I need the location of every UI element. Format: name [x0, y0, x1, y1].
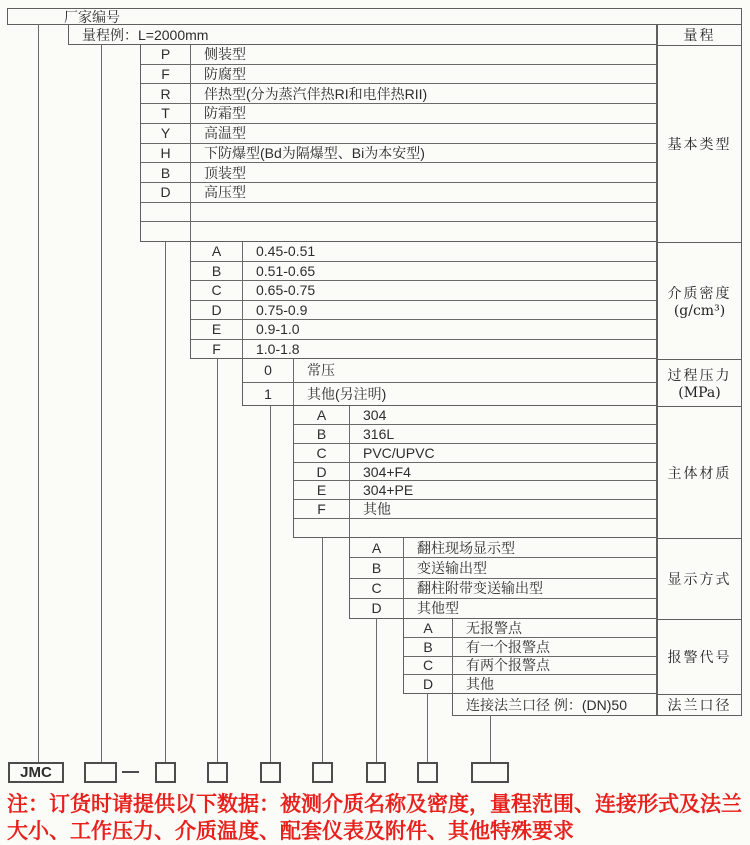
option-code: R	[141, 84, 191, 103]
side-label-range	[658, 25, 741, 45]
option-desc: 高压型	[204, 184, 246, 201]
option-row	[191, 280, 656, 300]
option-row	[243, 382, 656, 406]
option-desc: 0.65-0.75	[256, 282, 316, 299]
option-code: F	[141, 65, 191, 84]
option-code: A	[350, 538, 404, 557]
pressure-table	[242, 358, 657, 406]
option-row	[141, 64, 656, 84]
option-code: D	[141, 183, 191, 202]
range-example-label: 量程例：L=2000mm	[82, 26, 209, 43]
option-row	[294, 406, 656, 424]
option-row	[350, 578, 656, 598]
basic-type-table	[140, 44, 657, 242]
option-desc: 有一个报警点	[466, 638, 550, 655]
option-code: C	[191, 281, 243, 300]
connector-line-density	[217, 358, 218, 762]
option-code: B	[141, 163, 191, 182]
side-label-flange-text: 法兰口径	[667, 698, 732, 714]
option-desc	[191, 222, 656, 241]
option-row	[141, 202, 656, 222]
option-code: B	[191, 262, 243, 281]
option-row	[191, 300, 656, 320]
option-desc: 下防爆型(Bd为隔爆型、Bi为本安型)	[204, 144, 425, 161]
connector-line-material	[322, 537, 323, 762]
side-label-material-text: 主体材质	[667, 465, 732, 482]
dash-separator	[122, 771, 139, 773]
option-desc: 其他型	[417, 600, 459, 617]
code-box-flange	[471, 762, 509, 783]
option-code: B	[350, 558, 404, 577]
code-box-alarm	[417, 762, 438, 783]
option-row	[191, 242, 656, 261]
connector-line-display	[376, 618, 377, 762]
option-code: E	[294, 481, 350, 499]
connector-line-range	[101, 44, 102, 762]
option-code: A	[294, 406, 350, 424]
option-code: D	[404, 675, 453, 693]
side-label-range-text: 量程	[683, 28, 716, 44]
option-desc: 防霜型	[204, 105, 246, 122]
option-code: 1	[243, 383, 294, 406]
option-desc: PVC/UPVC	[363, 444, 435, 461]
option-code: B	[294, 425, 350, 443]
option-row	[294, 480, 656, 499]
option-code: H	[141, 144, 191, 163]
option-row	[294, 499, 656, 518]
side-label-alarm	[658, 619, 741, 694]
option-code: D	[294, 463, 350, 481]
option-row	[350, 598, 656, 618]
option-code: A	[191, 242, 243, 261]
option-row	[141, 182, 656, 202]
side-label-pressure-line1: 过程压力	[667, 368, 732, 384]
side-label-basic-type	[658, 45, 741, 242]
option-desc: 1.0-1.8	[256, 340, 300, 357]
side-label-density-line1: 介质密度	[667, 286, 732, 302]
option-code	[141, 222, 191, 241]
option-code: B	[404, 638, 453, 656]
option-code: E	[191, 320, 243, 339]
option-code: P	[141, 45, 191, 64]
connector-line-alarm	[427, 693, 428, 762]
option-code	[294, 519, 350, 537]
category-label-column	[657, 24, 742, 716]
code-box-pressure	[260, 762, 281, 783]
code-box-basic	[155, 762, 176, 783]
connector-line-factory	[38, 24, 39, 762]
connector-line-pressure	[270, 405, 271, 762]
option-row	[141, 45, 656, 64]
alarm-code-table	[403, 618, 657, 694]
side-label-pressure-line2: (MPa)	[678, 385, 721, 401]
option-desc: 其他	[466, 676, 494, 693]
option-row	[191, 339, 656, 359]
code-box-material	[312, 762, 333, 783]
option-code	[141, 203, 191, 222]
option-desc: 304+F4	[363, 463, 411, 480]
option-code: A	[404, 619, 453, 637]
option-code: C	[404, 657, 453, 675]
option-desc: 0.75-0.9	[256, 301, 308, 318]
side-label-material	[658, 406, 741, 538]
option-code: F	[191, 340, 243, 359]
side-label-density	[658, 242, 741, 359]
connector-line-basic	[165, 241, 166, 762]
side-label-alarm-text: 报警代号	[667, 650, 732, 666]
option-desc: 316L	[363, 425, 395, 442]
option-desc: 防腐型	[204, 66, 246, 83]
option-desc: 0.51-0.65	[256, 262, 316, 279]
option-code: C	[350, 579, 404, 598]
option-code: Y	[141, 124, 191, 143]
option-desc: 顶装型	[204, 164, 246, 181]
option-row	[141, 143, 656, 163]
side-label-basic-type-text: 基本类型	[667, 137, 732, 153]
option-desc: 其他	[363, 501, 391, 518]
option-code: D	[191, 301, 243, 320]
option-row	[191, 319, 656, 339]
flange-size-row	[452, 693, 657, 716]
option-row	[404, 637, 656, 656]
option-desc: 侧装型	[204, 46, 246, 63]
option-desc: 304	[363, 406, 387, 423]
option-code: C	[294, 444, 350, 462]
option-desc: 无报警点	[466, 619, 522, 636]
option-row	[294, 424, 656, 443]
option-desc: 其他(另注明)	[307, 385, 387, 402]
option-desc: 变送输出型	[417, 559, 487, 576]
option-desc: 304+PE	[363, 482, 414, 499]
option-row	[404, 674, 656, 693]
option-row	[350, 557, 656, 577]
option-row	[141, 162, 656, 182]
option-row	[141, 103, 656, 123]
order-note	[7, 791, 747, 845]
option-desc	[350, 519, 656, 537]
option-desc: 常压	[307, 362, 335, 379]
option-row	[141, 221, 656, 241]
side-label-density-line2: (g/cm³)	[673, 303, 726, 319]
material-table	[293, 405, 657, 538]
model-prefix-text: JMC	[20, 764, 52, 781]
flange-size-text: 连接法兰口径 例：(DN)50	[466, 696, 628, 713]
option-row	[294, 462, 656, 481]
connector-line-flange	[490, 715, 491, 762]
factory-number-row	[7, 8, 742, 25]
factory-number-label: 厂家编号	[64, 8, 120, 25]
option-code: T	[141, 104, 191, 123]
model-prefix-box	[8, 762, 64, 783]
order-note-line1: 注：订货时请提供以下数据：被测介质名称及密度，量程范围、连接形式及法兰	[7, 793, 742, 816]
option-desc: 有两个报警点	[466, 657, 550, 674]
option-row	[350, 538, 656, 557]
option-code: F	[294, 500, 350, 518]
option-desc: 0.45-0.51	[256, 243, 316, 260]
option-row	[141, 123, 656, 143]
option-row	[294, 518, 656, 537]
display-mode-table	[349, 537, 657, 619]
side-label-flange	[658, 694, 741, 715]
option-desc: 伴热型(分为蒸汽伴热RI和电伴热RII)	[204, 85, 428, 102]
option-row	[141, 83, 656, 103]
option-row	[294, 443, 656, 462]
option-row	[404, 656, 656, 675]
option-desc: 翻柱附带变送输出型	[417, 580, 543, 597]
option-row	[243, 359, 656, 382]
code-box-range	[84, 762, 117, 783]
option-desc: 翻柱现场显示型	[417, 539, 515, 556]
side-label-display-text: 显示方式	[667, 572, 732, 588]
side-label-display	[658, 538, 741, 619]
option-desc: 高温型	[204, 125, 246, 142]
option-row	[404, 619, 656, 637]
option-code: D	[350, 599, 404, 618]
order-note-line2: 大小、工作压力、介质温度、配套仪表及附件、其他特殊要求	[7, 820, 574, 843]
code-box-density	[207, 762, 228, 783]
option-row	[191, 261, 656, 281]
range-example-row	[68, 24, 657, 45]
side-label-pressure	[658, 359, 741, 406]
option-desc: 0.9-1.0	[256, 321, 300, 338]
option-code: 0	[243, 359, 294, 382]
density-table	[190, 241, 657, 359]
code-box-display	[366, 762, 386, 783]
option-desc	[191, 203, 656, 222]
